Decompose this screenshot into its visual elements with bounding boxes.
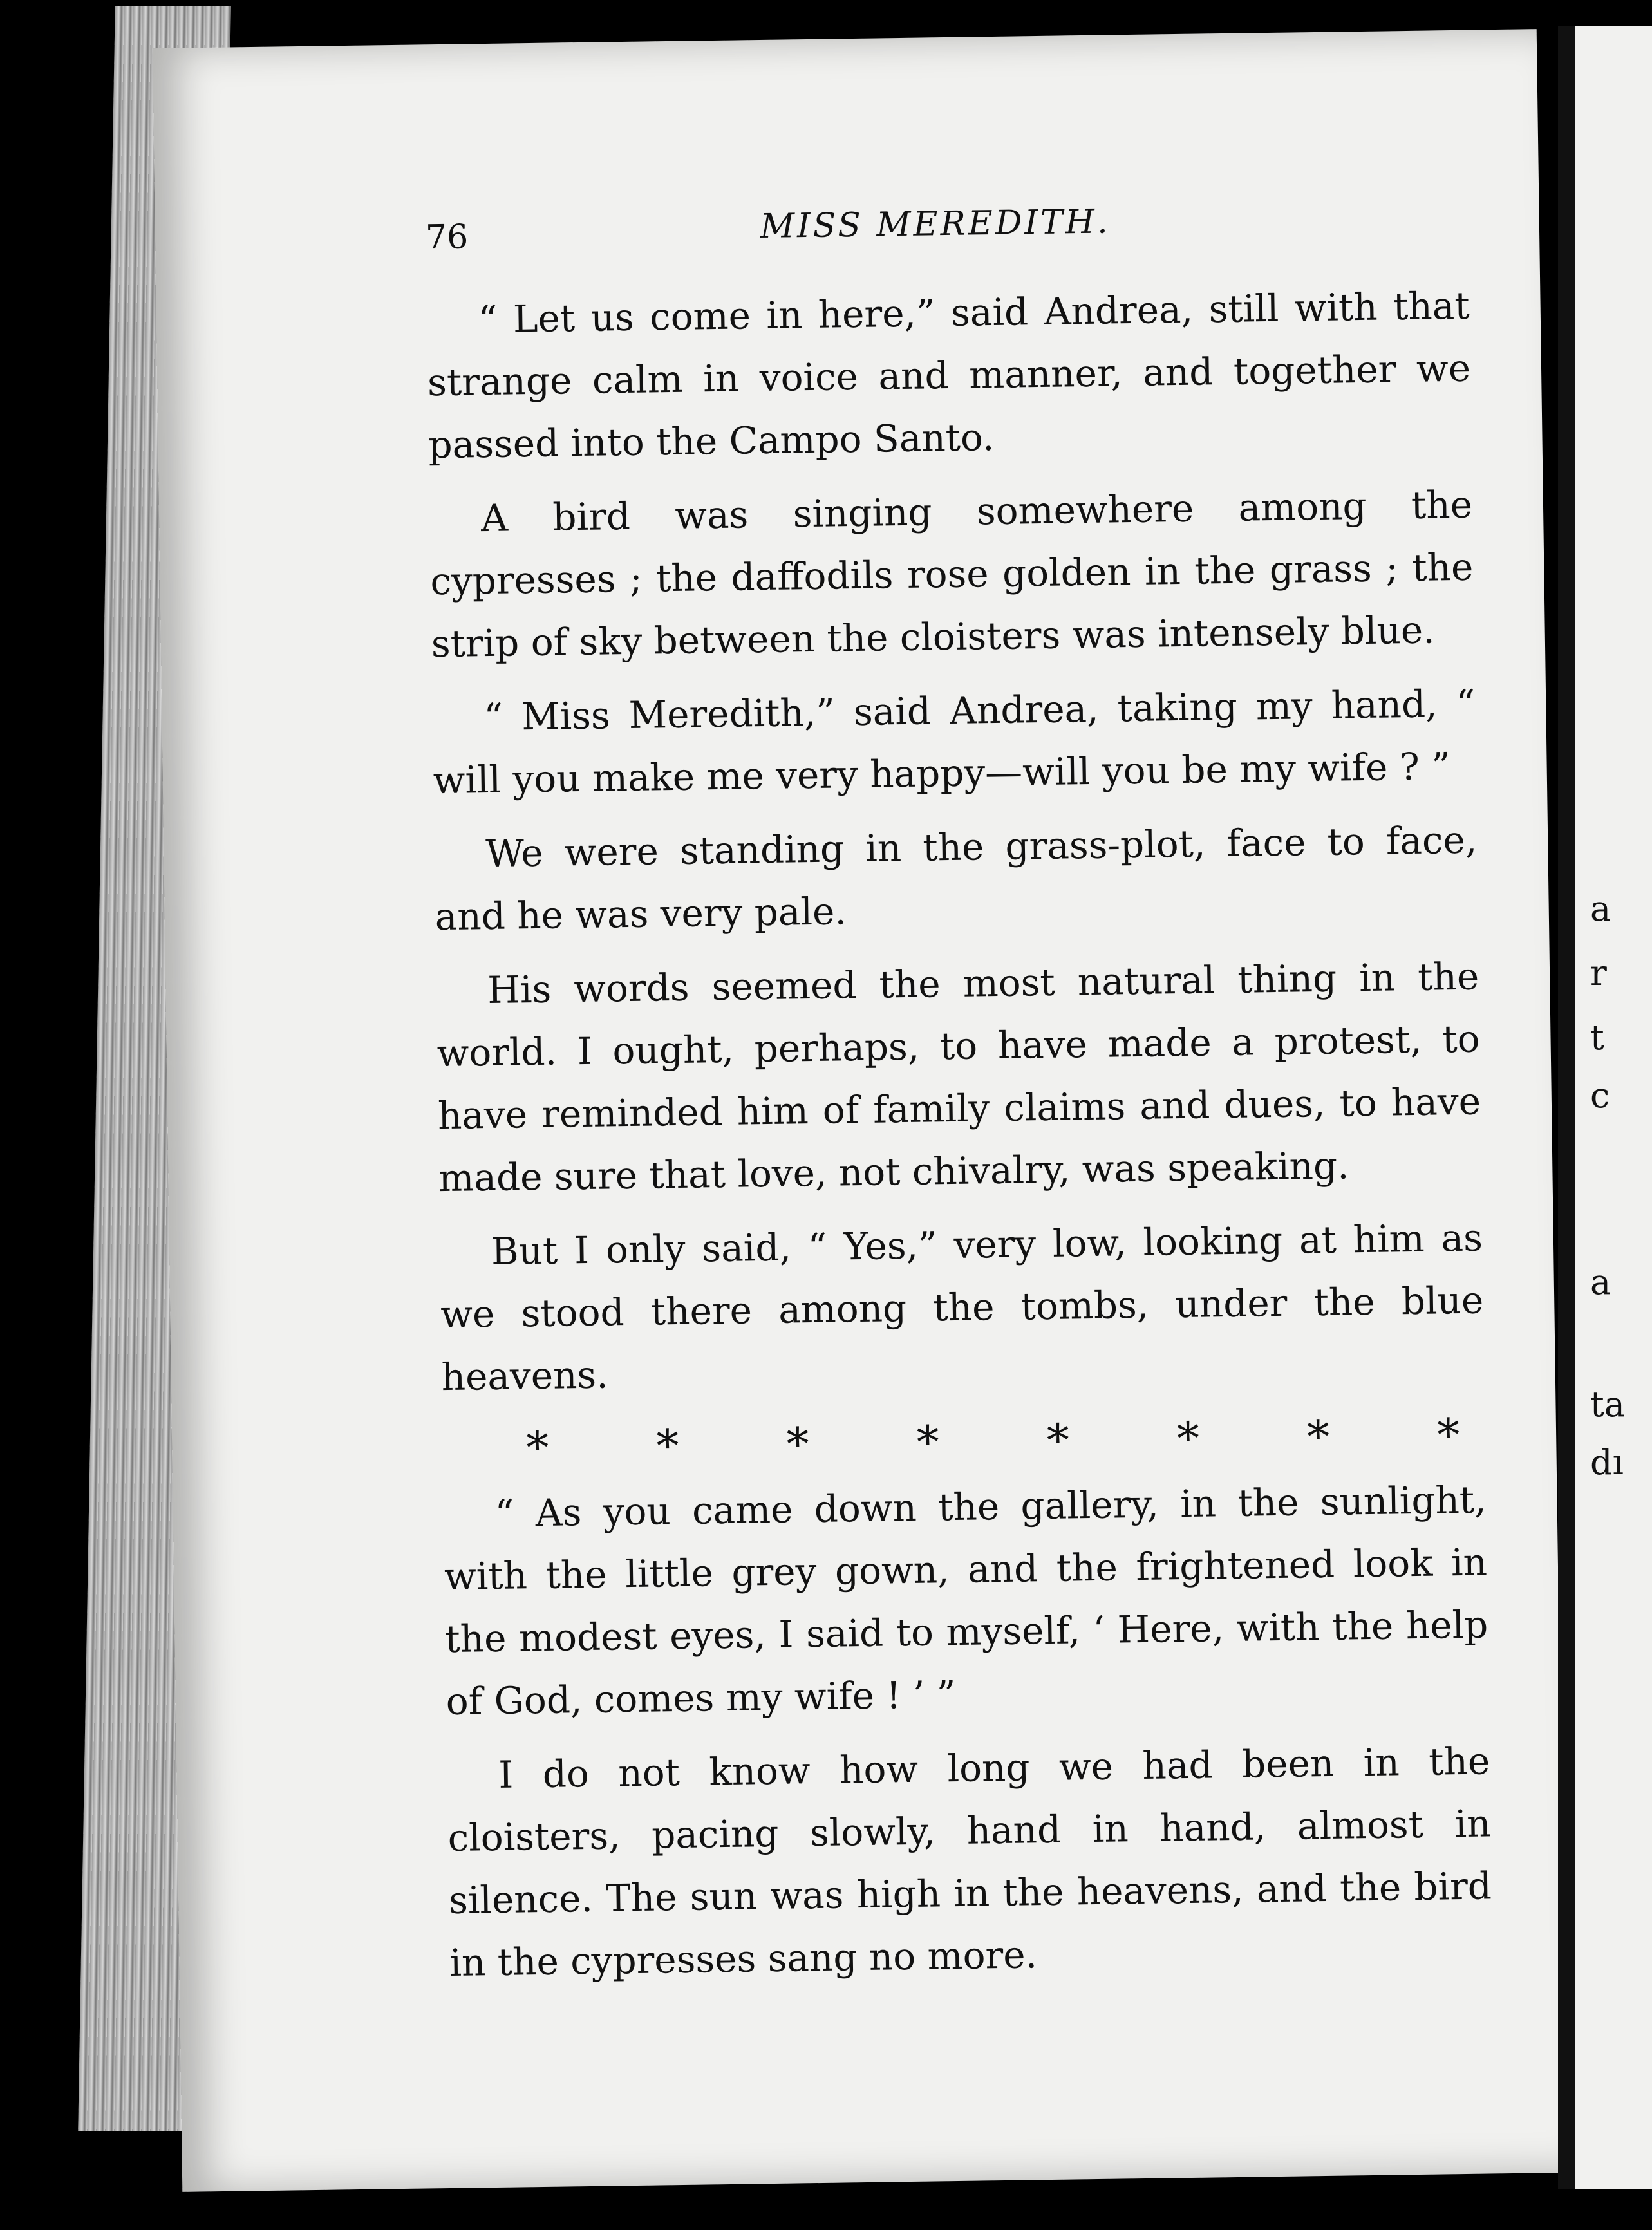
paragraph: We were standing in the grass-plot, face to face, and he was very pale. (435, 818, 1478, 939)
text-fragment: a (1590, 888, 1611, 929)
asterisk-icon: * (1176, 1412, 1200, 1466)
page-content (425, 198, 1493, 2006)
text-fragment: r (1590, 953, 1607, 993)
text-fragment: a (1590, 1262, 1611, 1302)
paragraph: A bird was singing somewhere among the cypresses ; the daffodils rose golden in the grass ; the strip of sky between the cloisters was intensely blue. (429, 482, 1474, 666)
paragraph: His words seemed the most natural thing in the world. I ought, perhaps, to have made a protest, to have reminded him of family claims and dues, to have made sure that love, not chivalry, was speaking. (436, 954, 1481, 1201)
asterisk-icon: * (655, 1419, 679, 1473)
section-separator (442, 1405, 1486, 1478)
paragraph: “ Miss Meredith,” said Andrea, taking my hand, “ will you make me very happy—will you be my wife ? ” (433, 681, 1476, 803)
asterisk-icon: * (1436, 1409, 1460, 1462)
asterisk-icon: * (916, 1416, 940, 1469)
text-fragment: dı (1590, 1442, 1624, 1483)
text-fragment: t (1590, 1017, 1604, 1058)
asterisk-icon: * (525, 1421, 549, 1475)
page-header (425, 198, 1469, 290)
page-number: 76 (425, 218, 469, 258)
book-page (153, 29, 1566, 2192)
asterisk-icon: * (1306, 1410, 1330, 1464)
running-head: MISS MEREDITH. (760, 202, 1111, 247)
paragraph: “ As you came down the gallery, in the sunlight, with the little grey gown, and the frightened look in the modest eyes, I said to myself, ‘ Here, with the help of God, comes my wife ! ’ ” (444, 1477, 1488, 1724)
paragraph: “ Let us come in here,” said Andrea, still with that strange calm in voice and manner, and together we passed into the Campo Santo. (427, 283, 1471, 467)
paragraph: But I only said, “ Yes,” very low, looking at him as we stood there among the tombs, under the blue heavens. (440, 1215, 1484, 1400)
asterisk-icon: * (785, 1418, 810, 1471)
text-fragment: ta (1590, 1384, 1625, 1425)
asterisk-icon: * (1046, 1414, 1070, 1467)
paragraph: I do not know how long we had been in the cloisters, pacing slowly, hand in hand, almost in silence. The sun was high in the heavens, and the bird in the cypresses sang no more. (447, 1739, 1492, 1985)
text-fragment: c (1590, 1075, 1610, 1116)
